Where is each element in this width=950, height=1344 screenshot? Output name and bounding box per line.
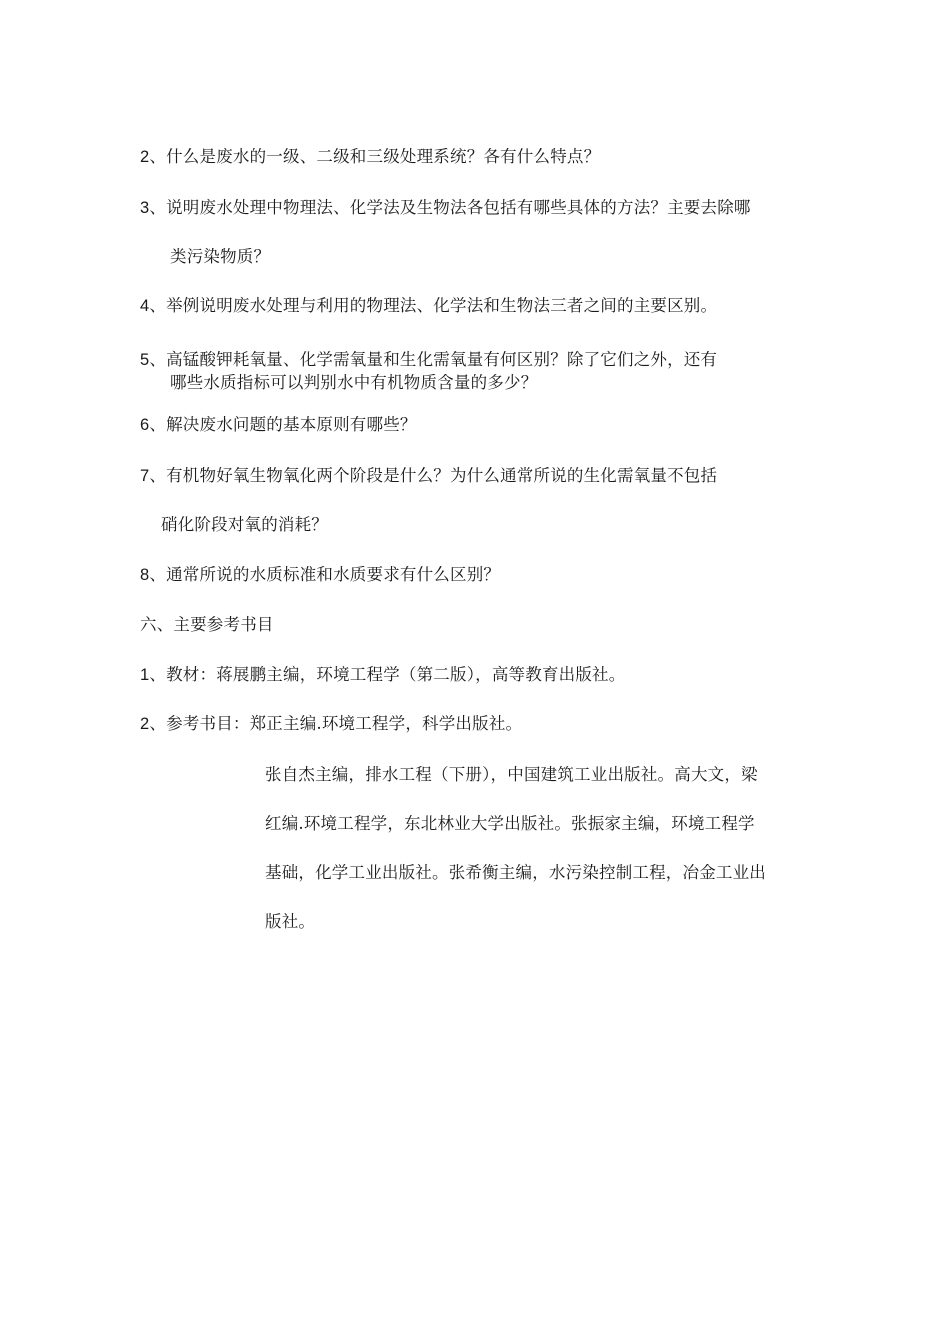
- question-5-line-1: [140, 350, 717, 370]
- question-text: 、高锰酸钾耗氧量、化学需氧量和生化需氧量有何区别？除了它们之外，还有: [149, 350, 718, 369]
- question-4: [140, 296, 717, 316]
- question-text: 、说明废水处理中物理法、化学法及生物法各包括有哪些具体的方法？主要去除哪: [149, 198, 751, 217]
- question-3-line-2: [170, 247, 270, 267]
- reference-more-line-3: [265, 863, 766, 883]
- reference-number: 1: [140, 666, 150, 684]
- reference-more-line-1: [265, 765, 758, 785]
- question-text: 、通常所说的水质标准和水质要求有什么区别？: [149, 565, 501, 584]
- reference-number: 2: [140, 715, 150, 733]
- reference-text: 张自杰主编，排水工程（下册），中国建筑工业出版社。高大文，梁: [265, 765, 758, 784]
- question-number: 6: [140, 416, 150, 434]
- question-7-line-2: [161, 515, 328, 535]
- question-6: [140, 415, 417, 435]
- question-text: 哪些水质指标可以判别水中有机物质含量的多少？: [170, 373, 538, 392]
- reference-1: [140, 665, 625, 685]
- question-text: 类污染物质？: [170, 247, 271, 266]
- section-heading-text: 六、主要参考书目: [140, 615, 274, 634]
- question-number: 5: [140, 351, 150, 369]
- question-text: 、有机物好氧生物氧化两个阶段是什么？为什么通常所说的生化需氧量不包括: [149, 466, 718, 485]
- question-8: [140, 565, 500, 585]
- question-2: [140, 147, 600, 167]
- question-number: 4: [140, 297, 150, 315]
- reference-text: 、教材：蒋展鹏主编，环境工程学（第二版），高等教育出版社。: [149, 665, 626, 684]
- reference-text: 版社。: [265, 912, 316, 931]
- question-text: 、举例说明废水处理与利用的物理法、化学法和生物法三者之间的主要区别。: [149, 296, 718, 315]
- question-number: 3: [140, 199, 150, 217]
- question-number: 7: [140, 467, 150, 485]
- question-text: 、解决废水问题的基本原则有哪些？: [149, 415, 417, 434]
- section-heading: [140, 615, 274, 635]
- reference-text: 红编.环境工程学，东北林业大学出版社。张振家主编，环境工程学: [265, 814, 755, 833]
- question-7-line-1: [140, 466, 717, 486]
- question-5-line-2: [170, 373, 537, 393]
- reference-text: 、参考书目：郑正主编.环境工程学，科学出版社。: [149, 714, 523, 733]
- reference-2: [140, 714, 522, 734]
- reference-more-line-4: [265, 912, 315, 932]
- question-3-line-1: [140, 198, 751, 218]
- question-number: 8: [140, 566, 150, 584]
- question-number: 2: [140, 148, 150, 166]
- question-text: 硝化阶段对氧的消耗？: [161, 515, 328, 534]
- question-text: 、什么是废水的一级、二级和三级处理系统？各有什么特点？: [149, 147, 601, 166]
- reference-more-line-2: [265, 814, 755, 834]
- reference-text: 基础，化学工业出版社。张希衡主编，水污染控制工程，冶金工业出: [265, 863, 766, 882]
